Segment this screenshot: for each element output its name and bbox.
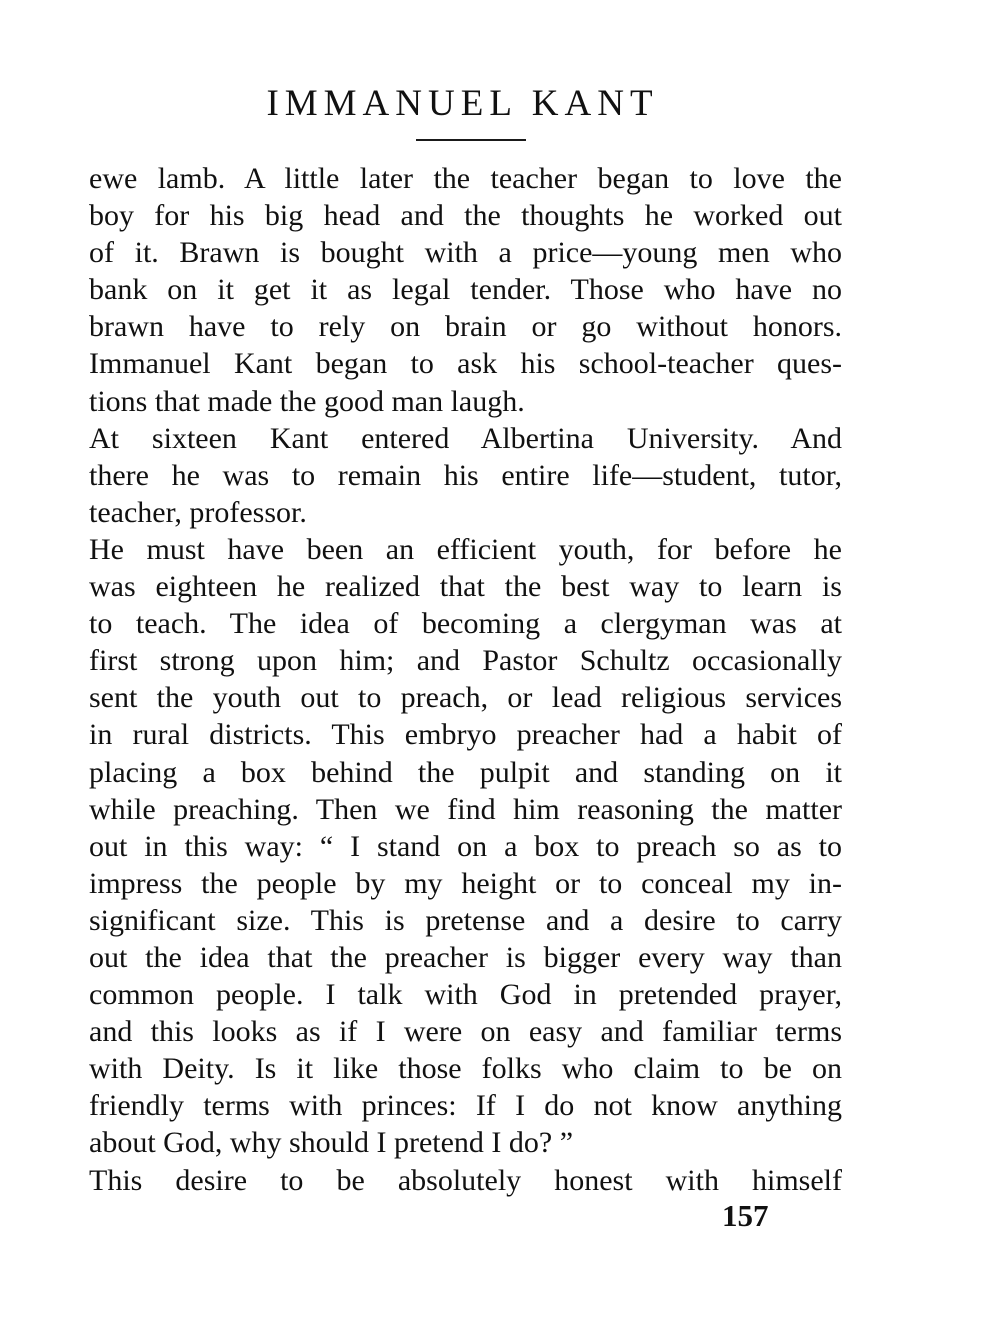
body-text bbox=[89, 160, 842, 1199]
text-line: friendly terms with princes: If I do not know anything bbox=[89, 1089, 842, 1123]
text-line: bank on it get it as legal tender. Those who have no bbox=[89, 273, 842, 307]
text-line: of it. Brawn is bought with a price—young men who bbox=[89, 236, 842, 270]
text-line: placing a box behind the pulpit and standing on it bbox=[89, 755, 842, 789]
text-line: teacher, professor. bbox=[89, 495, 307, 529]
text-line: He must have been an efficient youth, for before he bbox=[89, 532, 842, 566]
text-line: out in this way: “ I stand on a box to preach so as to bbox=[89, 829, 842, 863]
text-line: there he was to remain his entire life—student, tutor, bbox=[89, 458, 842, 492]
text-line: while preaching. Then we find him reasoning the matter bbox=[89, 792, 842, 826]
text-line: sent the youth out to preach, or lead religious services bbox=[89, 681, 842, 715]
text-line: to teach. The idea of becoming a clergyman was at bbox=[89, 607, 842, 641]
text-line: impress the people by my height or to conceal my in- bbox=[89, 866, 842, 900]
header-rule bbox=[416, 139, 526, 141]
text-line: significant size. This is pretense and a desire to carry bbox=[89, 903, 842, 937]
text-line: boy for his big head and the thoughts he worked out bbox=[89, 199, 842, 233]
text-line: with Deity. Is it like those folks who claim to be on bbox=[89, 1052, 842, 1086]
text-line: and this looks as if I were on easy and familiar terms bbox=[89, 1015, 842, 1049]
page-number: 157 bbox=[722, 1198, 769, 1233]
text-line: At sixteen Kant entered Albertina University. And bbox=[89, 421, 842, 455]
text-line: in rural districts. This embryo preacher had a habit of bbox=[89, 718, 842, 752]
text-line: brawn have to rely on brain or go without honors. bbox=[89, 310, 842, 344]
text-line: out the idea that the preacher is bigger every way than bbox=[89, 940, 842, 974]
text-line: was eighteen he realized that the best way to learn is bbox=[89, 570, 842, 604]
text-line: common people. I talk with God in pretended prayer, bbox=[89, 978, 842, 1012]
text-line: about God, why should I pretend I do? ” bbox=[89, 1126, 574, 1160]
text-line: tions that made the good man laugh. bbox=[89, 384, 525, 418]
text-line: ewe lamb. A little later the teacher began to love the bbox=[89, 162, 842, 195]
text-line: first strong upon him; and Pastor Schultz occasionally bbox=[89, 644, 842, 678]
text-line: This desire to be absolutely honest with himself bbox=[89, 1163, 842, 1197]
running-head: IMMANUEL KANT bbox=[266, 83, 659, 124]
text-line: Immanuel Kant began to ask his school-teacher ques- bbox=[89, 347, 842, 381]
